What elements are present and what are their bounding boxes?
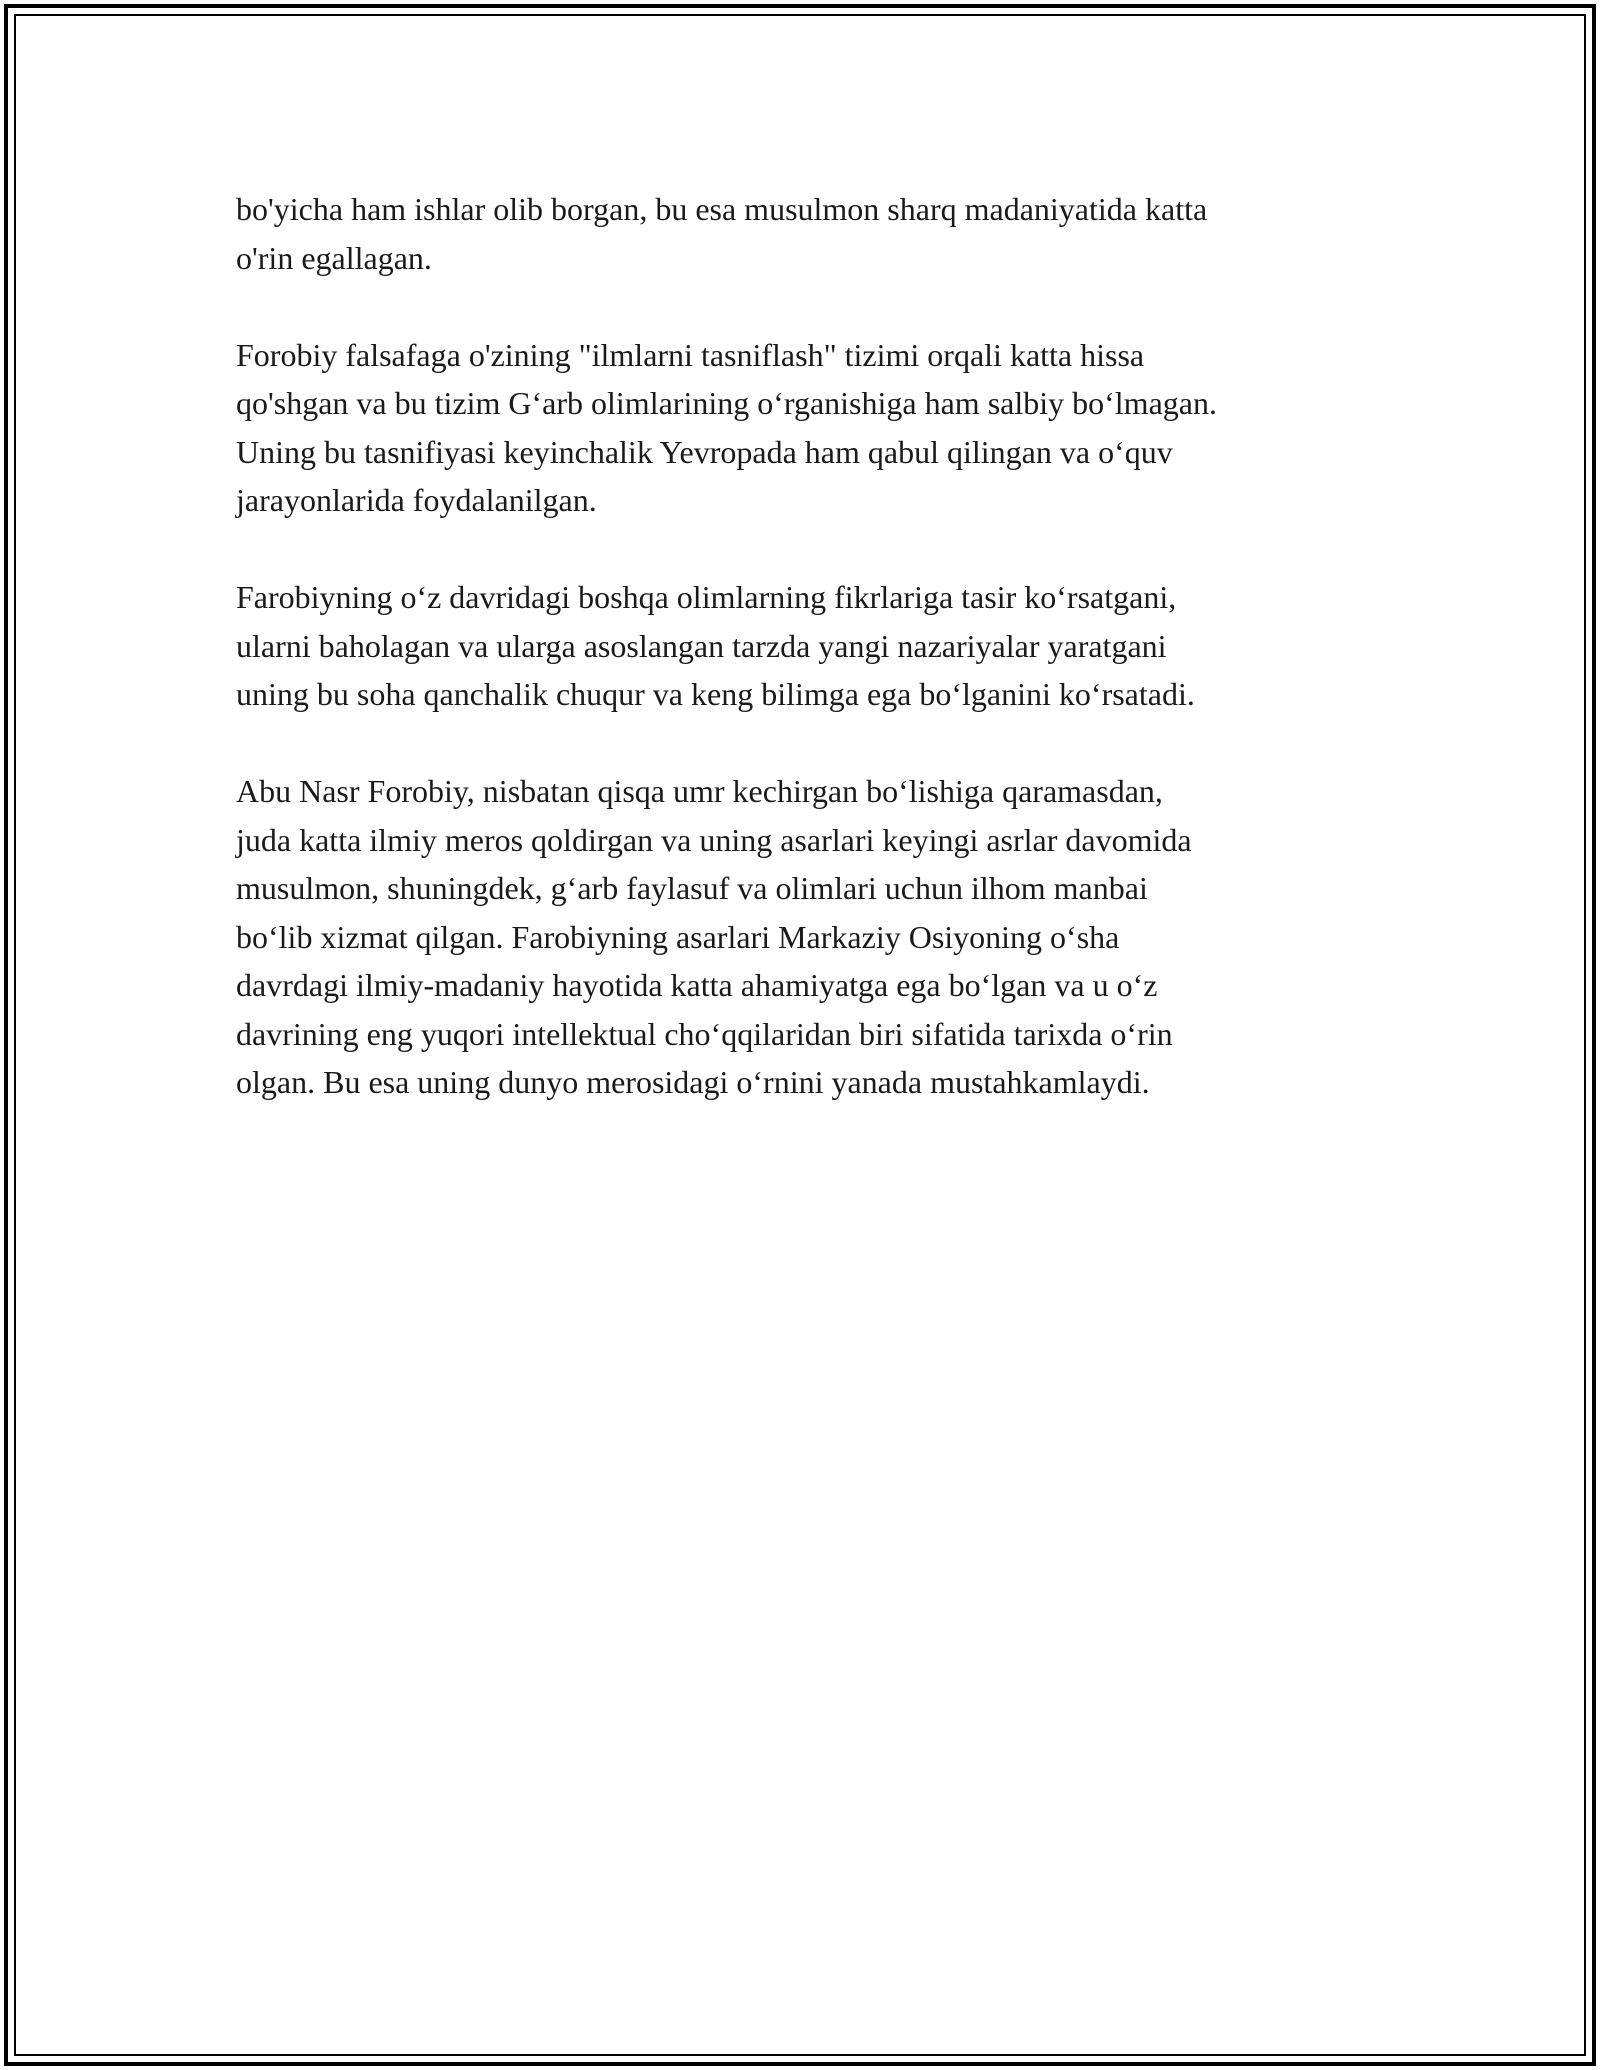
text-line: qo'shgan va bu tizim G‘arb olimlarining o‘rganishiga ham salbiy bo‘lmagan. — [236, 385, 1217, 421]
paragraph-3 — [236, 573, 1396, 719]
text-line: musulmon, shuningdek, g‘arb faylasuf va olimlari uchun ilhom manbai — [236, 870, 1148, 906]
text-line: olgan. Bu esa uning dunyo merosidagi o‘rnini yanada mustahkamlaydi. — [236, 1064, 1150, 1100]
document-body — [236, 185, 1396, 1155]
text-line: jarayonlarida foydalanilgan. — [236, 482, 597, 518]
text-line: o'rin egallagan. — [236, 239, 432, 276]
paragraph-4 — [236, 767, 1396, 1107]
text-line: uning bu soha qanchalik chuqur va keng bilimga ega bo‘lganini ko‘rsatadi. — [236, 676, 1195, 712]
text-line: bo‘lib xizmat qilgan. Farobiyning asarlari Markaziy Osiyoning o‘sha — [236, 918, 1120, 955]
paragraph-1 — [236, 185, 1396, 282]
text-line: Uning bu tasnifiyasi keyinchalik Yevropada ham qabul qilingan va o‘quv — [236, 433, 1173, 470]
text-line: bo'yicha ham ishlar olib borgan, bu esa musulmon sharq madaniyatida katta — [236, 191, 1208, 227]
text-line: juda katta ilmiy meros qoldirgan va uning asarlari keyingi asrlar davomida — [236, 821, 1192, 858]
text-line: davrdagi ilmiy-madaniy hayotida katta ahamiyatga ega bo‘lgan va u o‘z — [236, 967, 1158, 1003]
paragraph-2 — [236, 331, 1396, 525]
text-line: Forobiy falsafaga o'zining "ilmlarni tasniflash" tizimi orqali katta hissa — [236, 336, 1145, 373]
text-line: Abu Nasr Forobiy, nisbatan qisqa umr kechirgan bo‘lishiga qaramasdan, — [236, 773, 1163, 809]
text-line: Farobiyning o‘z davridagi boshqa olimlarning fikrlariga tasir ko‘rsatgani, — [236, 579, 1177, 615]
text-line: davrining eng yuqori intellektual cho‘qqilaridan biri sifatida tarixda o‘rin — [236, 1015, 1173, 1052]
text-line: ularni baholagan va ularga asoslangan tarzda yangi nazariyalar yaratgani — [236, 627, 1167, 664]
